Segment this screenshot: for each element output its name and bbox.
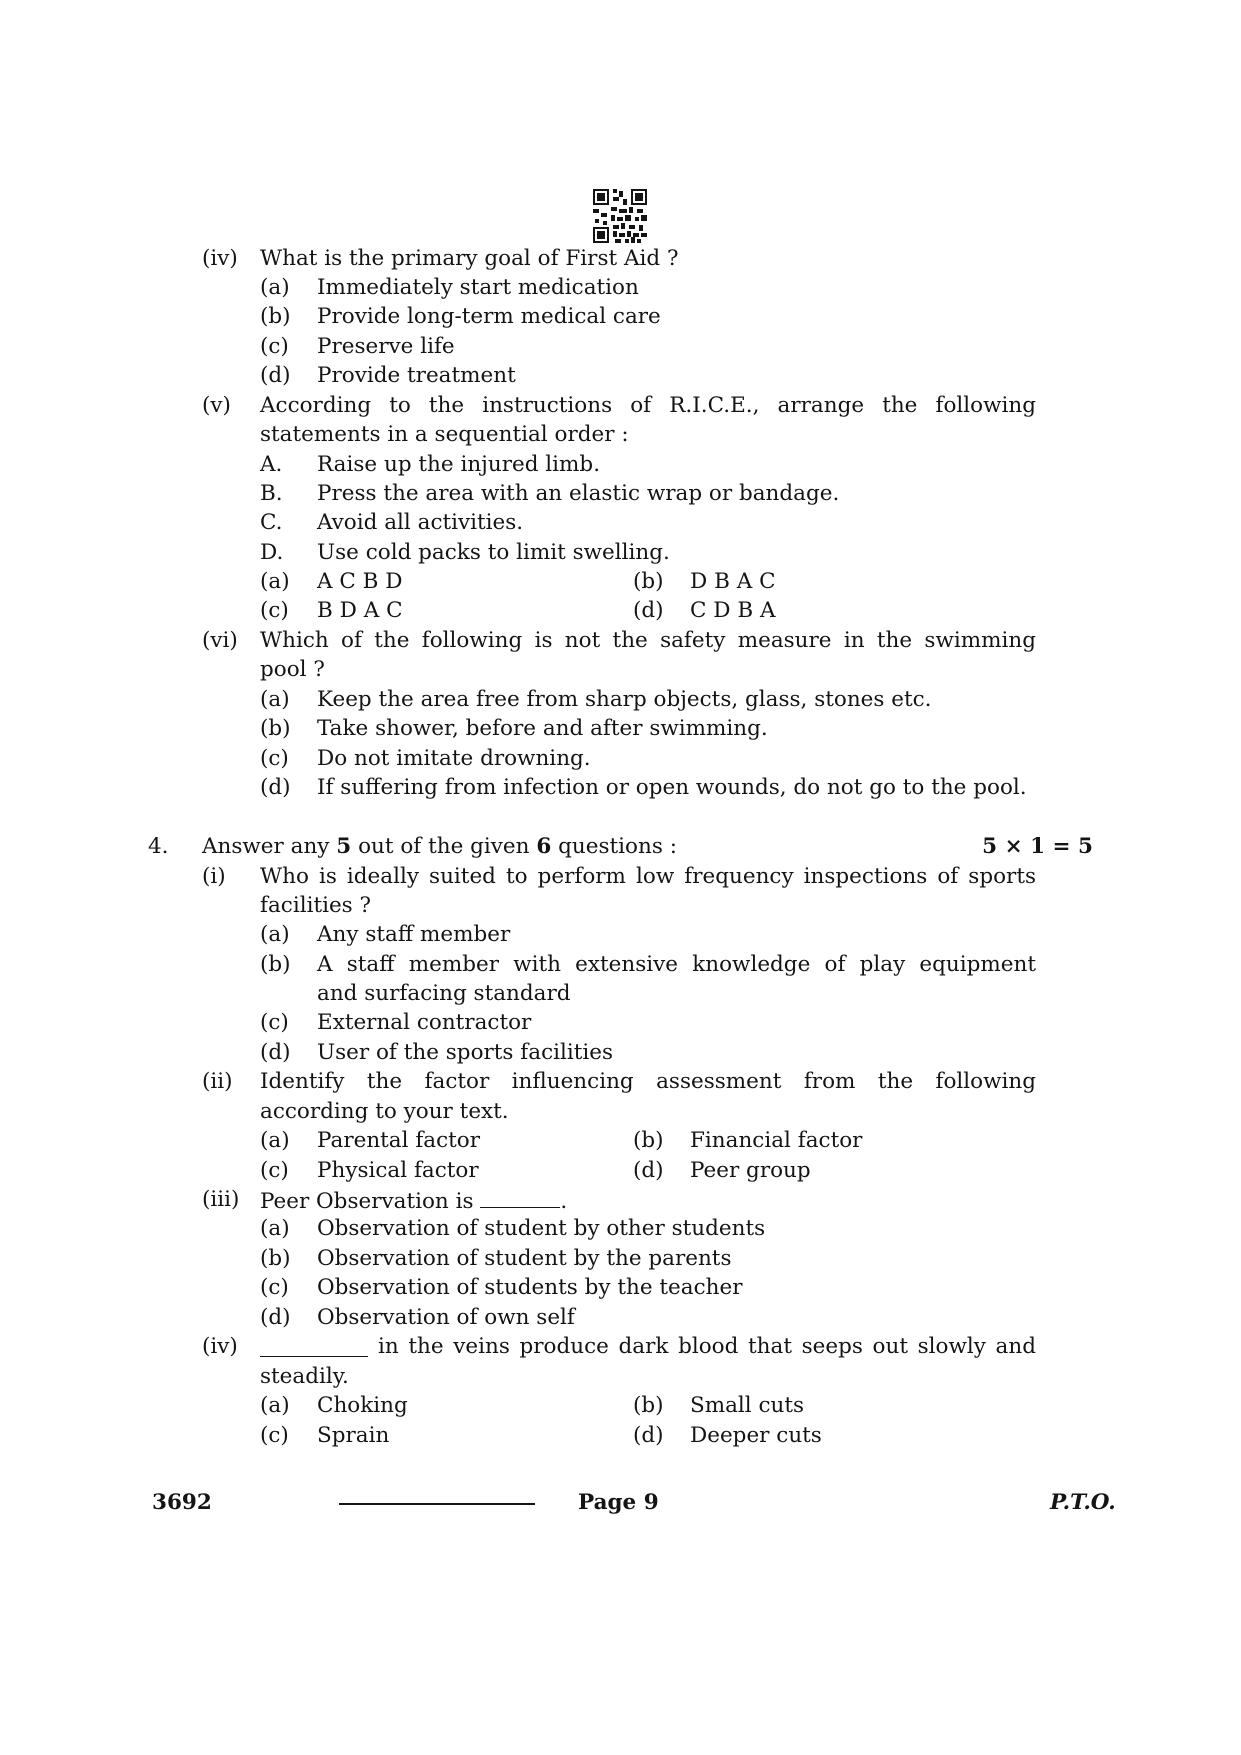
option-label: (c) bbox=[260, 1010, 289, 1035]
option-text: Deeper cuts bbox=[690, 1423, 822, 1448]
section-number: 4. bbox=[148, 834, 169, 859]
question-text: What is the primary goal of First Aid ? bbox=[260, 246, 679, 271]
option-label: (b) bbox=[633, 1128, 664, 1153]
option-label: (d) bbox=[633, 598, 664, 623]
option-label: (d) bbox=[260, 1305, 291, 1330]
question-text: Who is ideally suited to perform low frequency inspections of sports bbox=[260, 864, 1036, 889]
option-label: (d) bbox=[260, 1040, 291, 1065]
statement-text: Use cold packs to limit swelling. bbox=[317, 540, 670, 565]
question-number: (iii) bbox=[202, 1187, 240, 1212]
option-text: Observation of own self bbox=[317, 1305, 575, 1330]
question-text: Which of the following is not the safety measure in the swimming bbox=[260, 628, 1036, 653]
option-text: Observation of student by the parents bbox=[317, 1246, 732, 1271]
option-label: (d) bbox=[633, 1423, 664, 1448]
statement-text: Press the area with an elastic wrap or bandage. bbox=[317, 481, 840, 506]
statement-text: Avoid all activities. bbox=[317, 510, 524, 535]
option-text: Any staff member bbox=[317, 922, 511, 947]
question-text: Peer Observation is . bbox=[260, 1189, 568, 1214]
option-text: Financial factor bbox=[690, 1128, 863, 1153]
option-text: Parental factor bbox=[317, 1128, 481, 1153]
option-text: If suffering from infection or open wounds, do not go to the pool. bbox=[317, 775, 1027, 800]
answer-blank bbox=[260, 1338, 368, 1357]
page-number: Page 9 bbox=[578, 1490, 659, 1515]
statement-label: D. bbox=[260, 540, 284, 565]
option-label: (c) bbox=[260, 1275, 289, 1300]
option-text: Observation of student by other students bbox=[317, 1216, 766, 1241]
option-label: (a) bbox=[260, 569, 290, 594]
option-text: Peer group bbox=[690, 1158, 811, 1183]
option-text-continued: and surfacing standard bbox=[317, 981, 571, 1006]
option-text: Small cuts bbox=[690, 1393, 805, 1418]
option-label: (a) bbox=[260, 687, 290, 712]
option-label: (c) bbox=[260, 746, 289, 771]
question-number: (vi) bbox=[202, 628, 238, 653]
statement-label: C. bbox=[260, 510, 283, 535]
question-text-continued: steadily. bbox=[260, 1364, 349, 1389]
question-number: (iv) bbox=[202, 246, 238, 271]
question-number: (i) bbox=[202, 864, 226, 889]
option-label: (a) bbox=[260, 1128, 290, 1153]
question-text-continued: according to your text. bbox=[260, 1099, 509, 1124]
option-label: (b) bbox=[260, 1246, 291, 1271]
option-text: Keep the area free from sharp objects, glass, stones etc. bbox=[317, 687, 932, 712]
statement-text: Raise up the injured limb. bbox=[317, 452, 601, 477]
option-text: B D A C bbox=[317, 598, 403, 623]
footer-divider bbox=[339, 1503, 535, 1505]
answer-blank bbox=[480, 1189, 560, 1208]
option-label: (d) bbox=[633, 1158, 664, 1183]
question-number: (iv) bbox=[202, 1334, 238, 1359]
statement-label: B. bbox=[260, 481, 283, 506]
option-label: (d) bbox=[260, 363, 291, 388]
option-text: Take shower, before and after swimming. bbox=[317, 716, 768, 741]
option-label: (b) bbox=[633, 569, 664, 594]
option-text: Do not imitate drowning. bbox=[317, 746, 591, 771]
option-text: A staff member with extensive knowledge of play equipment bbox=[317, 952, 1036, 977]
option-text: Provide long-term medical care bbox=[317, 304, 661, 329]
option-label: (c) bbox=[260, 334, 289, 359]
option-text: Immediately start medication bbox=[317, 275, 639, 300]
statement-label: A. bbox=[260, 452, 283, 477]
option-text: A C B D bbox=[317, 569, 403, 594]
option-text: C D B A bbox=[690, 598, 776, 623]
section-instruction: Answer any 5 out of the given 6 questions : bbox=[202, 834, 677, 859]
question-text: Identify the factor influencing assessment from the following bbox=[260, 1069, 1036, 1094]
option-text: Choking bbox=[317, 1393, 408, 1418]
option-label: (b) bbox=[260, 716, 291, 741]
question-text: According to the instructions of R.I.C.E., arrange the following bbox=[260, 393, 1036, 418]
question-number: (ii) bbox=[202, 1069, 233, 1094]
option-label: (c) bbox=[260, 598, 289, 623]
option-label: (b) bbox=[260, 952, 291, 977]
option-label: (a) bbox=[260, 1393, 290, 1418]
option-label: (b) bbox=[633, 1393, 664, 1418]
option-text: Observation of students by the teacher bbox=[317, 1275, 743, 1300]
section-marks: 5 × 1 = 5 bbox=[982, 834, 1093, 859]
option-text: Physical factor bbox=[317, 1158, 479, 1183]
paper-code: 3692 bbox=[152, 1490, 212, 1515]
option-label: (a) bbox=[260, 922, 290, 947]
question-text-continued: facilities ? bbox=[260, 893, 372, 918]
option-text: External contractor bbox=[317, 1010, 532, 1035]
question-text: in the veins produce dark blood that seeps out slowly and bbox=[378, 1334, 1036, 1359]
option-label: (d) bbox=[260, 775, 291, 800]
option-text: Preserve life bbox=[317, 334, 455, 359]
question-number: (v) bbox=[202, 393, 231, 418]
qr-code-icon bbox=[593, 189, 647, 243]
question-text-continued: pool ? bbox=[260, 657, 325, 682]
please-turn-over: P.T.O. bbox=[1050, 1490, 1116, 1515]
option-label: (a) bbox=[260, 1216, 290, 1241]
option-label: (a) bbox=[260, 275, 290, 300]
option-text: Provide treatment bbox=[317, 363, 516, 388]
option-label: (c) bbox=[260, 1158, 289, 1183]
option-text: D B A C bbox=[690, 569, 776, 594]
option-label: (b) bbox=[260, 304, 291, 329]
option-text: User of the sports facilities bbox=[317, 1040, 614, 1065]
option-label: (c) bbox=[260, 1423, 289, 1448]
option-text: Sprain bbox=[317, 1423, 390, 1448]
question-text-continued: statements in a sequential order : bbox=[260, 422, 629, 447]
